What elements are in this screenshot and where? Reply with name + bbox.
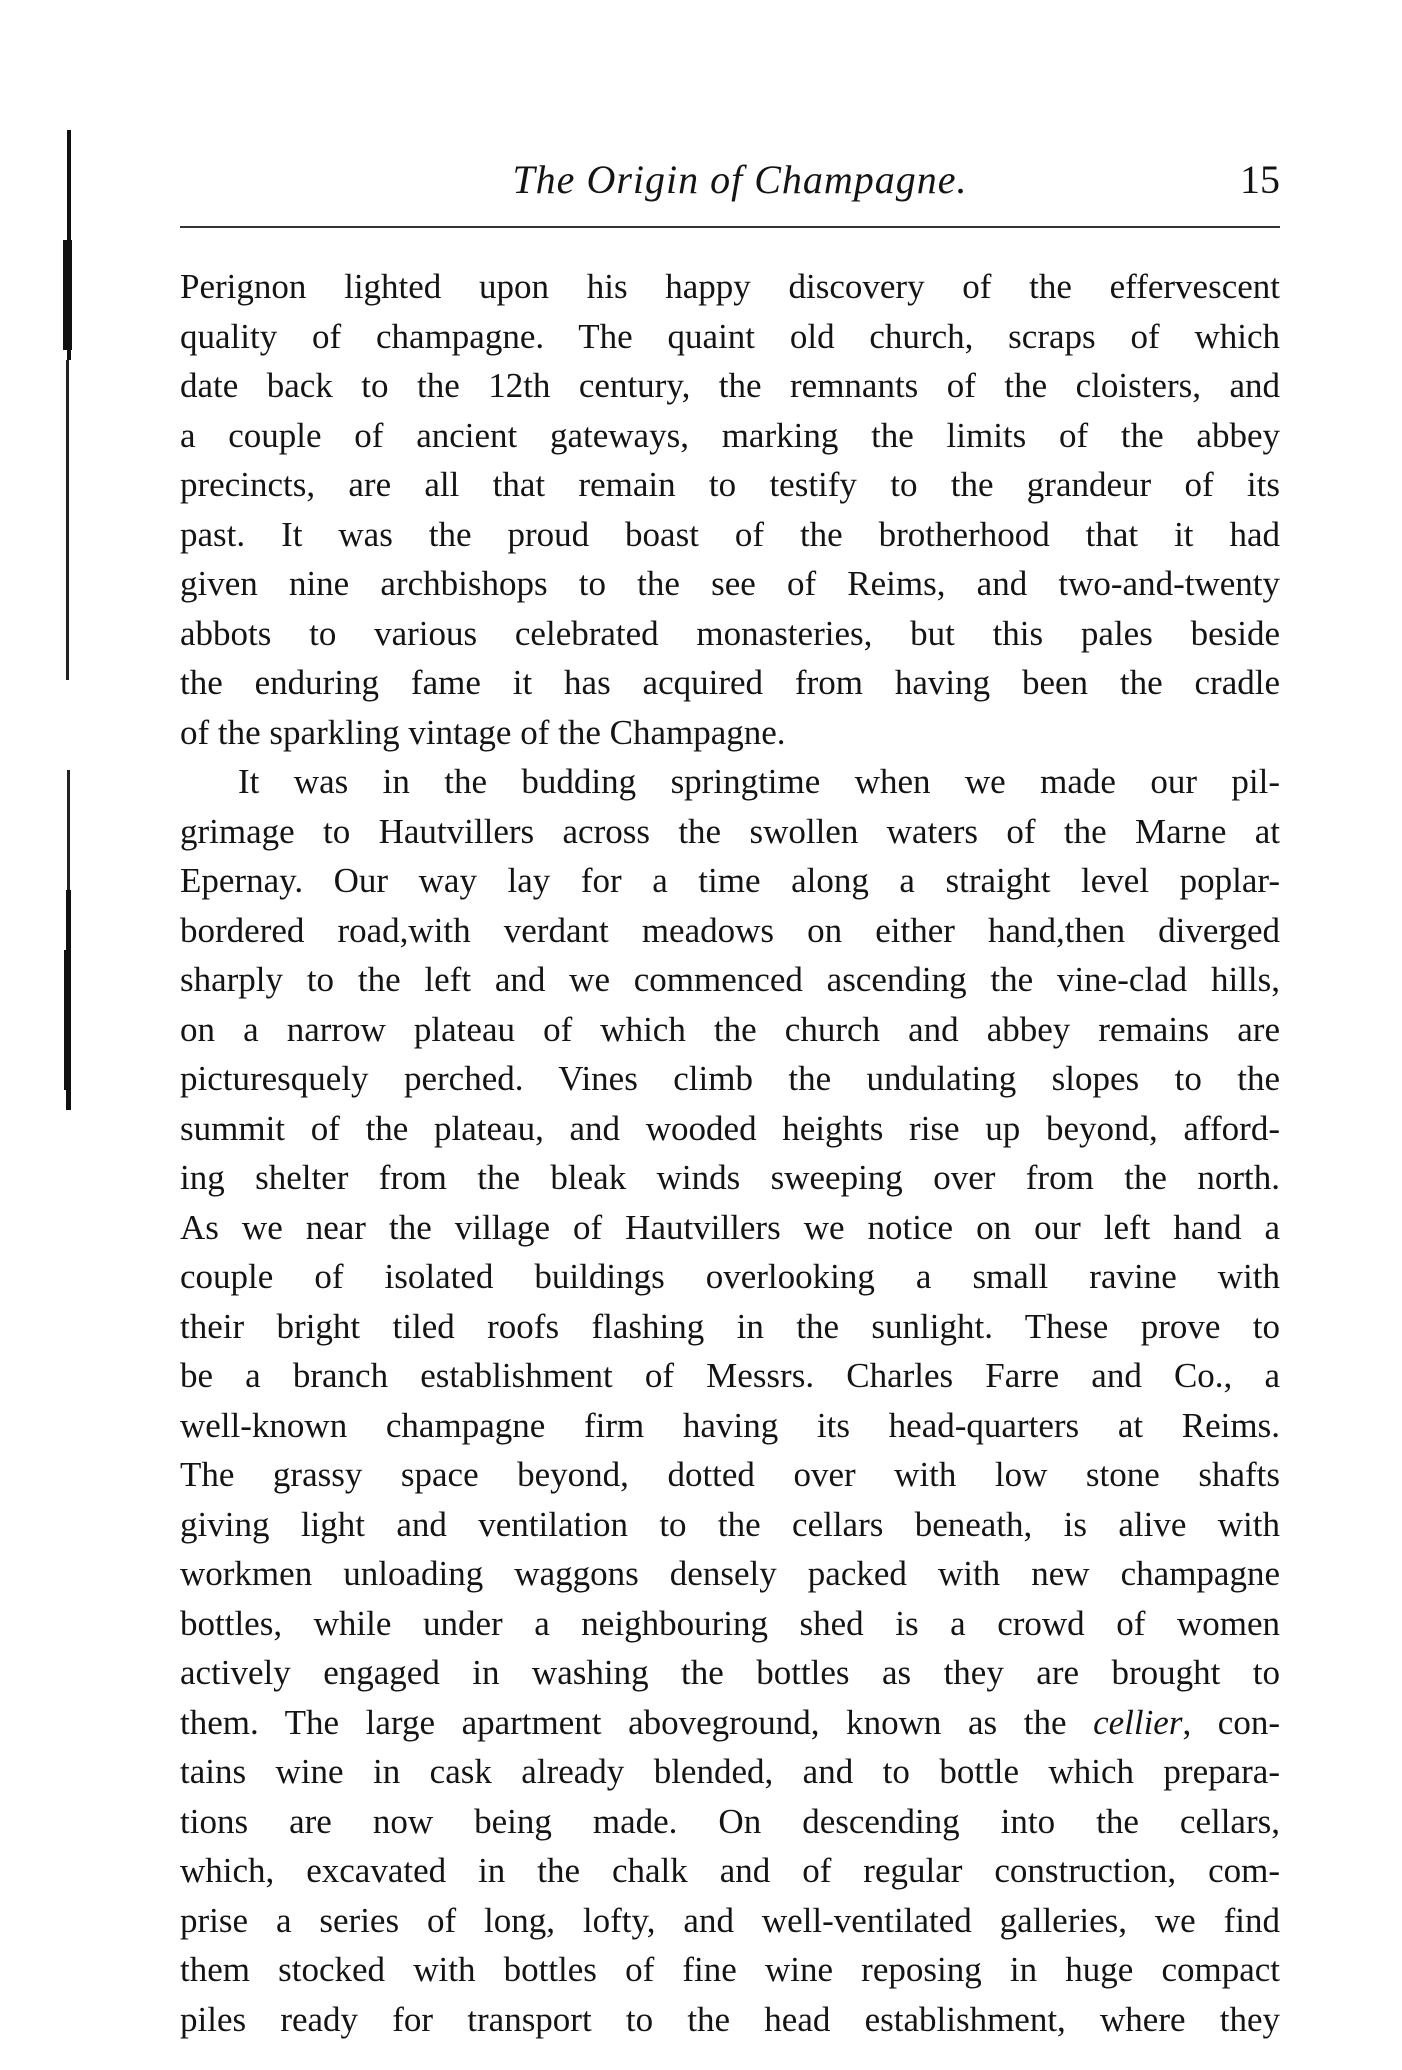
text-line: ing shelter from the bleak winds sweeping over from the north. [180,1158,1280,1197]
text-line: prise a series of long, lofty, and well-ventilated galleries, we find [180,1900,1280,1940]
text-line: well-known champagne firm having its head-quarters at Reims. [180,1405,1280,1445]
text-line: As we near the village of Hautvillers we notice on our left hand a [180,1207,1280,1247]
text-line: bottles, while under a neighbouring shed is a crowd of women [180,1603,1280,1643]
text-line: Epernay. Our way lay for a time along a straight level poplar- [180,861,1280,900]
header-rule [180,226,1280,228]
text-line: tains wine in cask already blended, and to bottle which prepara- [180,1752,1280,1791]
text-line: grimage to Hautvillers across the swollen waters of the Marne at [180,811,1280,851]
italic-term: cellier [1093,1702,1183,1742]
text-line: Perignon lighted upon his happy discovery of the effervescent [180,267,1280,306]
text-line: piles ready for transport to the head establishment, where they [180,1999,1280,2039]
binding-margin-marks [58,130,88,1150]
text-line: The grassy space beyond, dotted over with low stone shafts [180,1455,1280,1494]
text-line: couple of isolated buildings overlooking a small ravine with [180,1257,1280,1296]
text-line: picturesquely perched. Vines climb the undulating slopes to the [180,1059,1280,1098]
text-segment: them. The large apartment aboveground, known as the [180,1702,1094,1742]
text-segment: , con- [1182,1702,1280,1742]
paragraph [180,757,1280,2044]
text-line: precincts, are all that remain to testify to the grandeur of its [180,465,1280,504]
text-line: giving light and ventilation to the cellars beneath, is alive with [180,1504,1280,1544]
text-line: tions are now being made. On descending into the cellars, [180,1801,1280,1841]
text-line: of the sparkling vintage of the Champagne. [180,712,786,752]
text-line: date back to the 12th century, the remnants of the cloisters, and [180,366,1280,405]
text-line: quality of champagne. The quaint old church, scraps of which [180,316,1280,356]
text-line: them stocked with bottles of fine wine reposing in huge compact [180,1950,1280,1989]
page-header [180,150,1280,210]
text-line: a couple of ancient gateways, marking the limits of the abbey [180,415,1280,455]
text-line: on a narrow plateau of which the church and abbey remains are [180,1009,1280,1049]
running-title: The Origin of Champagne. [512,157,968,202]
body-text [180,262,1280,2044]
text-line: bordered road,with verdant meadows on either hand,then diverged [180,910,1280,950]
paragraph [180,262,1280,757]
text-line: workmen unloading waggons densely packed with new champagne [180,1554,1280,1593]
text-line: past. It was the proud boast of the brotherhood that it had [180,514,1280,554]
text-line: abbots to various celebrated monasteries, but this pales beside [180,613,1280,653]
text-line [180,1698,1280,1748]
text-line: summit of the plateau, and wooded heights rise up beyond, afford- [180,1108,1280,1148]
text-line: It was in the budding springtime when we made our pil- [238,762,1280,801]
text-line: which, excavated in the chalk and of regular construction, com- [180,1851,1280,1890]
text-line: sharply to the left and we commenced ascending the vine-clad hills, [180,960,1280,999]
text-line: their bright tiled roofs flashing in the sunlight. These prove to [180,1306,1280,1346]
text-line: the enduring fame it has acquired from having been the cradle [180,663,1280,702]
text-line: actively engaged in washing the bottles as they are brought to [180,1653,1280,1692]
text-line: given nine archbishops to the see of Reims, and two-and-twenty [180,564,1280,603]
text-line: be a branch establishment of Messrs. Charles Farre and Co., a [180,1356,1280,1395]
page-number: 15 [1240,157,1280,202]
